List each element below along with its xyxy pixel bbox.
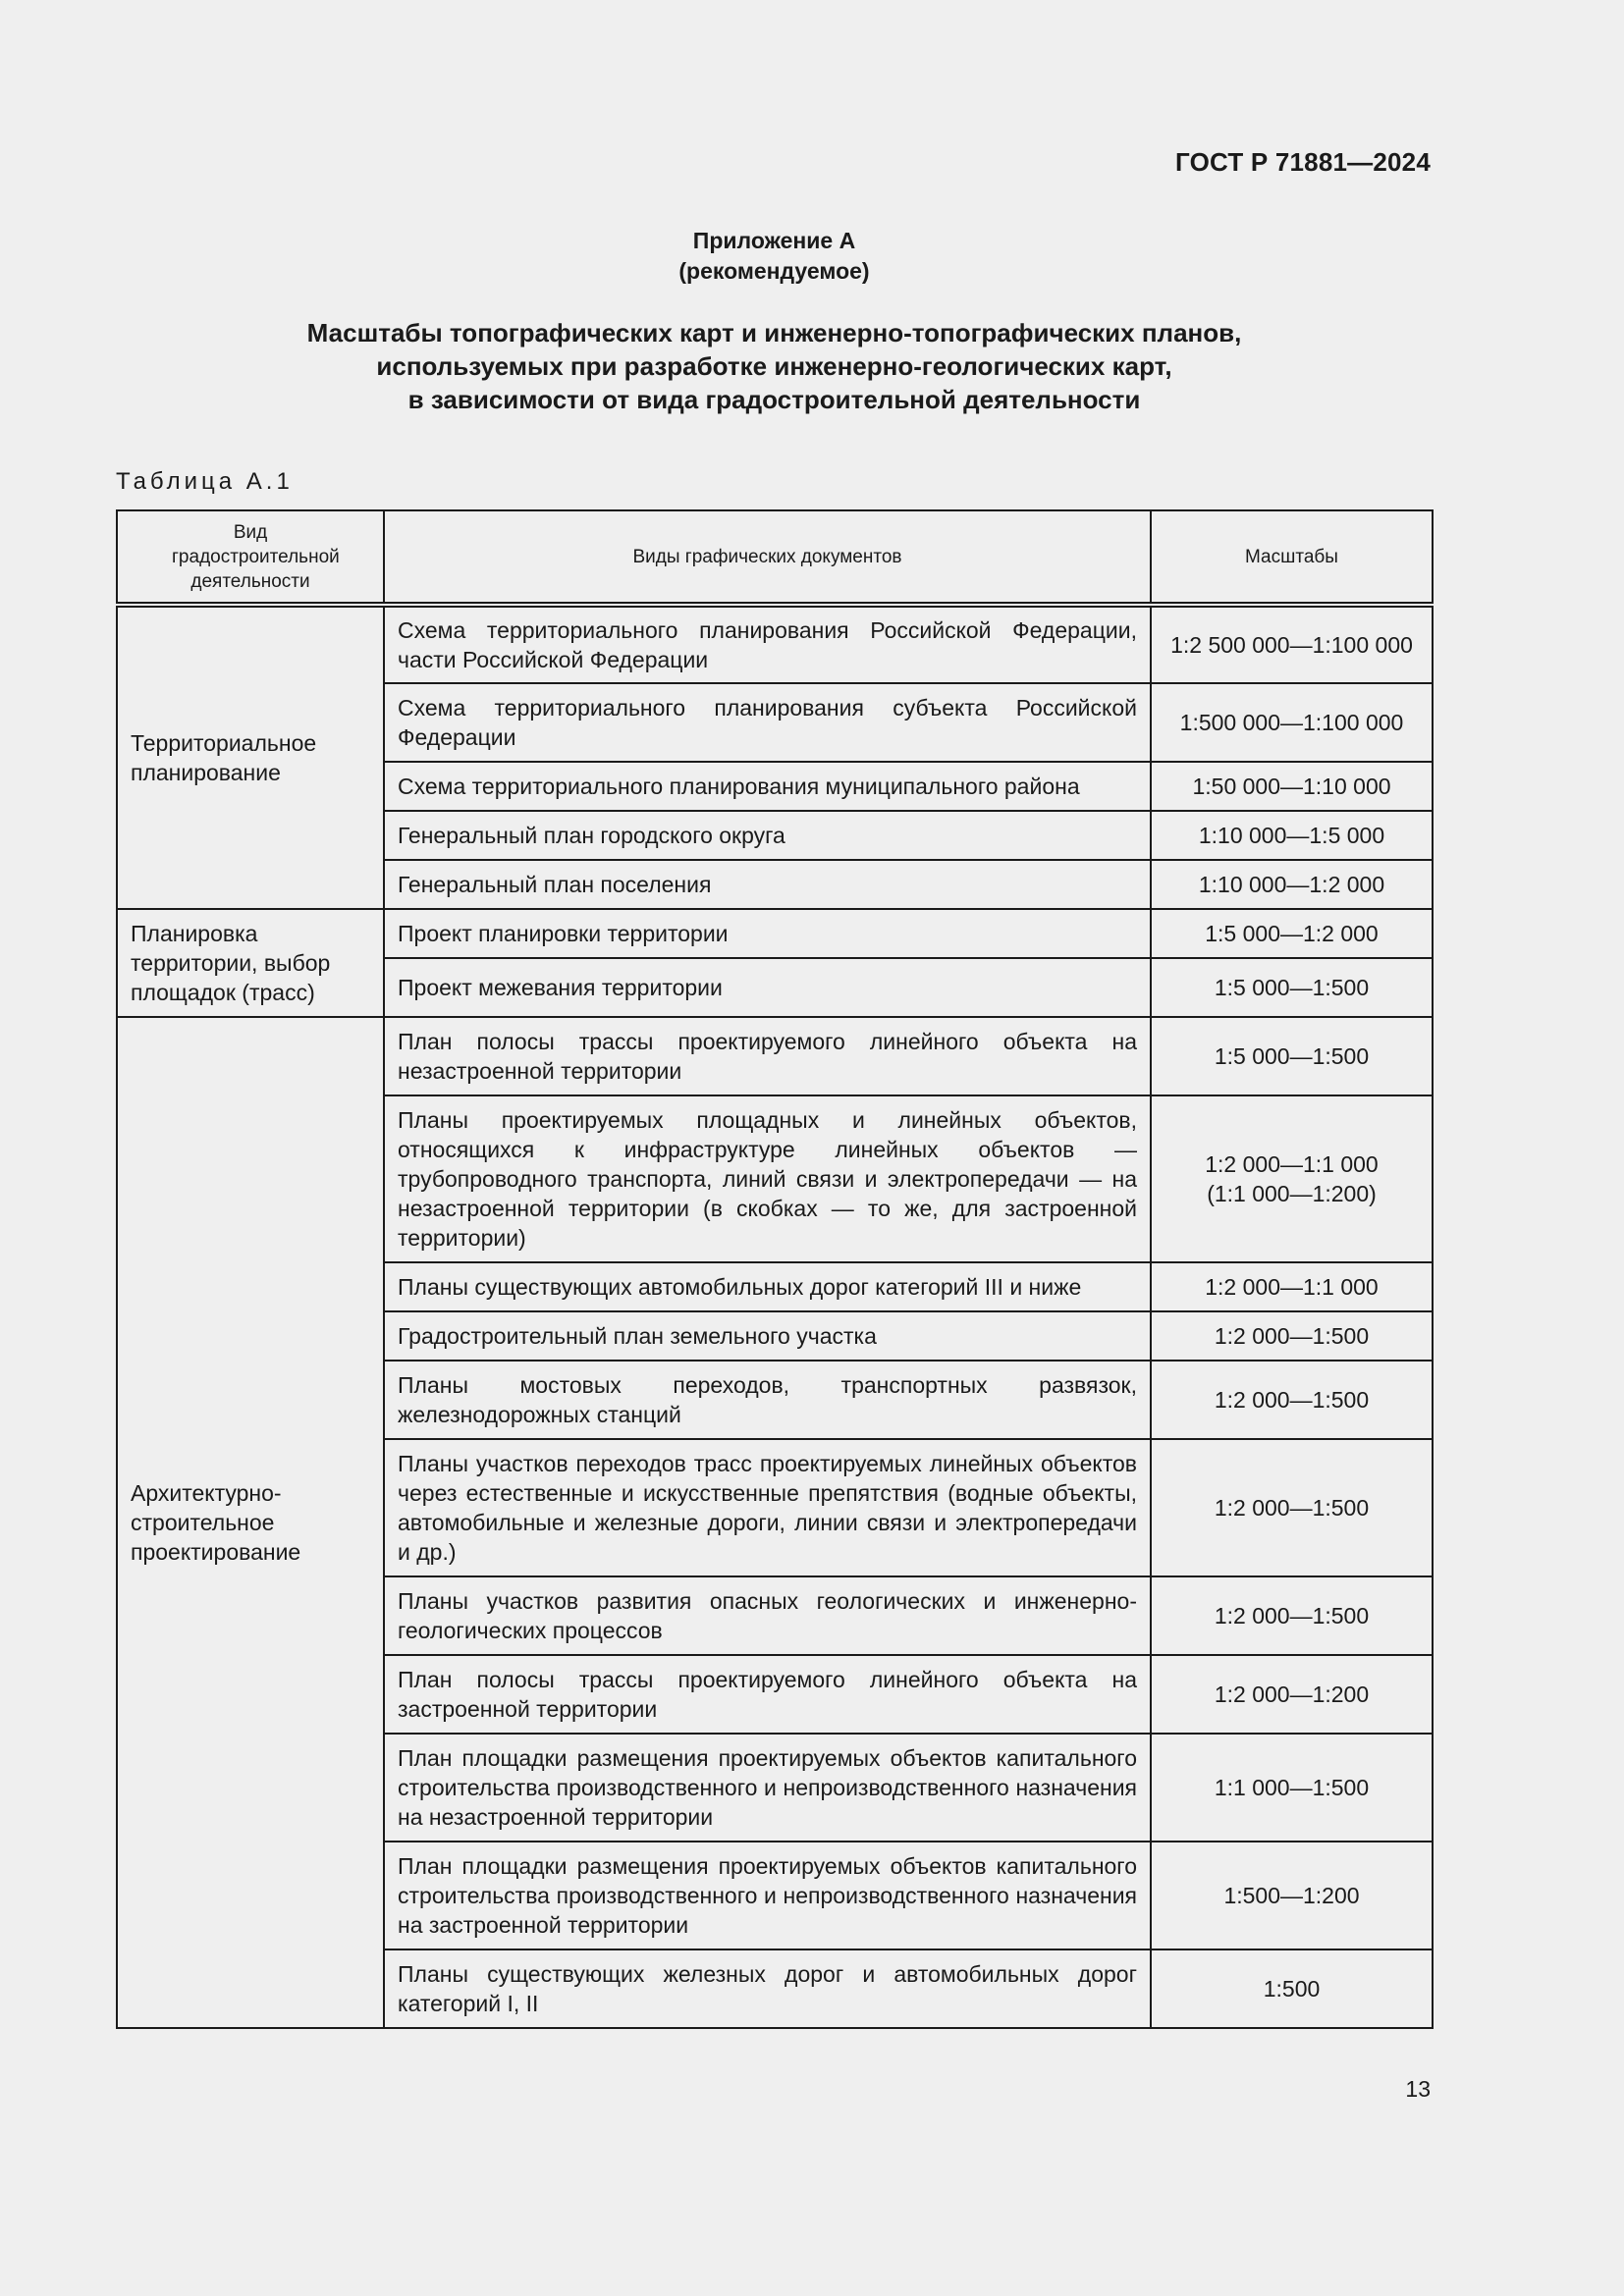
- table-header-row: [117, 510, 1433, 605]
- column-header-scales: Масштабы: [1151, 510, 1433, 605]
- scale-cell: 1:2 000—1:1 000: [1151, 1262, 1433, 1311]
- column-header-activity: Вид градостроительной деятельности: [117, 510, 384, 605]
- title-line: используемых при разработке инженерно-геологических карт,: [376, 351, 1172, 381]
- document-cell: Планы существующих автомобильных дорог категорий III и ниже: [384, 1262, 1151, 1311]
- scale-cell: 1:500 000—1:100 000: [1151, 683, 1433, 762]
- annex-title: Приложение А: [692, 228, 856, 253]
- annex-status: (рекомендуемое): [678, 258, 870, 284]
- activity-cell: Планировка территории, выбор площадок (трасс): [117, 909, 384, 1017]
- scale-cell: 1:2 000—1:500: [1151, 1439, 1433, 1576]
- document-cell: Генеральный план поселения: [384, 860, 1151, 909]
- document-cell: Градостроительный план земельного участка: [384, 1311, 1151, 1361]
- scale-cell: 1:50 000—1:10 000: [1151, 762, 1433, 811]
- page-number: 13: [1405, 2076, 1431, 2102]
- scale-cell: 1:2 000—1:200: [1151, 1655, 1433, 1734]
- scale-cell: 1:500—1:200: [1151, 1842, 1433, 1949]
- scale-cell: 1:2 500 000—1:100 000: [1151, 605, 1433, 683]
- scale-cell: 1:500: [1151, 1949, 1433, 2028]
- scales-table: [116, 509, 1434, 2029]
- scale-cell: 1:2 000—1:500: [1151, 1576, 1433, 1655]
- document-cell: Планы проектируемых площадных и линейных объектов, относящихся к инфраструктуре линейных объектов — трубопроводного транспорта, линий связи и электропередачи — на незастроенной территории (в скобках — то же, для застроенной территории): [384, 1095, 1151, 1262]
- document-cell: План площадки размещения проектируемых объектов капитального строительства производственного и непроизводственного назначения на застроенной территории: [384, 1842, 1151, 1949]
- table-row: [117, 605, 1433, 683]
- document-cell: Планы участков переходов трасс проектируемых линейных объектов через естественные и искусственные препятствия (водные объекты, автомобильные и железные дороги, линии связи и электропередачи и др.): [384, 1439, 1151, 1576]
- document-cell: Проект планировки территории: [384, 909, 1151, 958]
- scale-cell: 1:5 000—1:2 000: [1151, 909, 1433, 958]
- document-cell: Планы участков развития опасных геологических и инженерно-геологических процессов: [384, 1576, 1151, 1655]
- document-cell: Схема территориального планирования субъекта Российской Федерации: [384, 683, 1151, 762]
- scale-cell: 1:2 000—1:500: [1151, 1311, 1433, 1361]
- document-cell: Планы существующих железных дорог и автомобильных дорог категорий I, II: [384, 1949, 1151, 2028]
- annex-heading: [0, 226, 1548, 287]
- scale-value: 1:2 000—1:1 000: [1205, 1151, 1379, 1177]
- scale-cell: 1:5 000—1:500: [1151, 958, 1433, 1017]
- title-line: Масштабы топографических карт и инженерно-топографических планов,: [306, 318, 1242, 347]
- scale-value-alt: (1:1 000—1:200): [1207, 1181, 1377, 1206]
- scale-cell: 1:1 000—1:500: [1151, 1734, 1433, 1842]
- document-cell: План площадки размещения проектируемых объектов капитального строительства производственного и непроизводственного назначения на незастроенной территории: [384, 1734, 1151, 1842]
- activity-cell: Территориальное планирование: [117, 605, 384, 909]
- title-line: в зависимости от вида градостроительной деятельности: [407, 385, 1141, 414]
- document-cell: Генеральный план городского округа: [384, 811, 1151, 860]
- document-cell: Планы мостовых переходов, транспортных развязок, железнодорожных станций: [384, 1361, 1151, 1439]
- document-code: ГОСТ Р 71881—2024: [1175, 147, 1431, 177]
- table-row: [117, 909, 1433, 958]
- column-header-documents: Виды графических документов: [384, 510, 1151, 605]
- table-label: Таблица А.1: [116, 468, 294, 495]
- scale-cell: 1:2 000—1:500: [1151, 1361, 1433, 1439]
- scale-cell: 1:10 000—1:5 000: [1151, 811, 1433, 860]
- activity-cell: Архитектурно-строительное проектирование: [117, 1017, 384, 2028]
- scale-cell: 1:10 000—1:2 000: [1151, 860, 1433, 909]
- document-cell: Схема территориального планирования муниципального района: [384, 762, 1151, 811]
- document-cell: Схема территориального планирования Российской Федерации, части Российской Федерации: [384, 605, 1151, 683]
- document-title: [0, 316, 1548, 416]
- scale-cell: [1151, 1095, 1433, 1262]
- document-cell: План полосы трассы проектируемого линейного объекта на незастроенной территории: [384, 1017, 1151, 1095]
- scale-cell: 1:5 000—1:500: [1151, 1017, 1433, 1095]
- table-row: [117, 1017, 1433, 1095]
- document-cell: План полосы трассы проектируемого линейного объекта на застроенной территории: [384, 1655, 1151, 1734]
- document-cell: Проект межевания территории: [384, 958, 1151, 1017]
